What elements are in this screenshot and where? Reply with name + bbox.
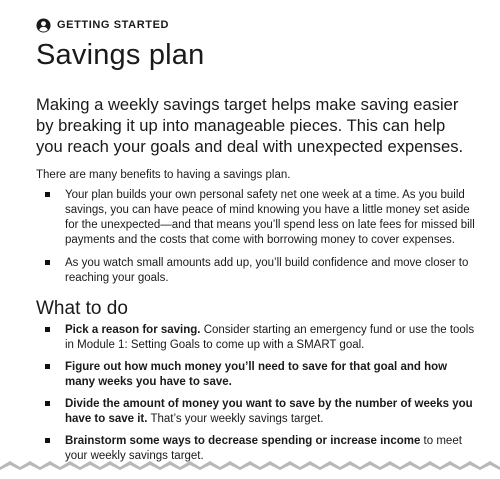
person-circle-icon [36, 18, 51, 33]
benefit-text: As you watch small amounts add up, you’ll build confidence and move closer to reaching your goals. [65, 257, 469, 284]
list-item [36, 397, 480, 427]
step-bold-text: Pick a reason for saving. [65, 324, 201, 336]
bullet-square-icon [45, 260, 50, 265]
bullet-square-icon [45, 192, 50, 197]
what-to-do-list [36, 323, 480, 464]
step-text: to meet your weekly savings target. [65, 435, 462, 462]
list-item [36, 256, 480, 286]
bullet-square-icon [45, 364, 50, 369]
list-item [36, 323, 480, 353]
eyebrow-label: GETTING STARTED [57, 19, 170, 31]
intro-paragraph: There are many benefits to having a savings plan. [36, 169, 291, 181]
step-bold-text: Brainstorm some ways to decrease spending or increase income [65, 435, 421, 447]
bullet-square-icon [45, 401, 50, 406]
step-bold-text: Figure out how much money you’ll need to save for that goal and how many weeks you have to save. [65, 361, 448, 388]
bullet-square-icon [45, 327, 50, 332]
page-title: Savings plan [36, 39, 205, 71]
list-item [36, 360, 480, 390]
benefit-text: Your plan builds your own personal safety net one week at a time. As you build savings, you can have peace of mind knowing you have a little money set aside for the unexpected—and that means you’ll spend less on late fees for missed bill payments and the costs that come with borrowing money to cover expenses. [65, 189, 475, 246]
bullet-square-icon [45, 438, 50, 443]
benefits-list [36, 188, 480, 286]
lead-paragraph: Making a weekly savings target helps make saving easier by breaking it up into manageable pieces. This can help you reach your goals and deal with unexpected expenses. [36, 95, 464, 156]
list-item [36, 188, 480, 248]
step-text: That’s your weekly savings target. [147, 413, 324, 425]
step-bold-text: Divide the amount of money you want to save by the number of weeks you have to save it. [65, 398, 473, 425]
section-eyebrow [36, 17, 480, 33]
section-heading: What to do [36, 298, 128, 319]
step-text: Consider starting an emergency fund or use the tools in Module 1: Setting Goals to come up with a SMART goal. [65, 324, 475, 351]
torn-edge [0, 457, 500, 479]
